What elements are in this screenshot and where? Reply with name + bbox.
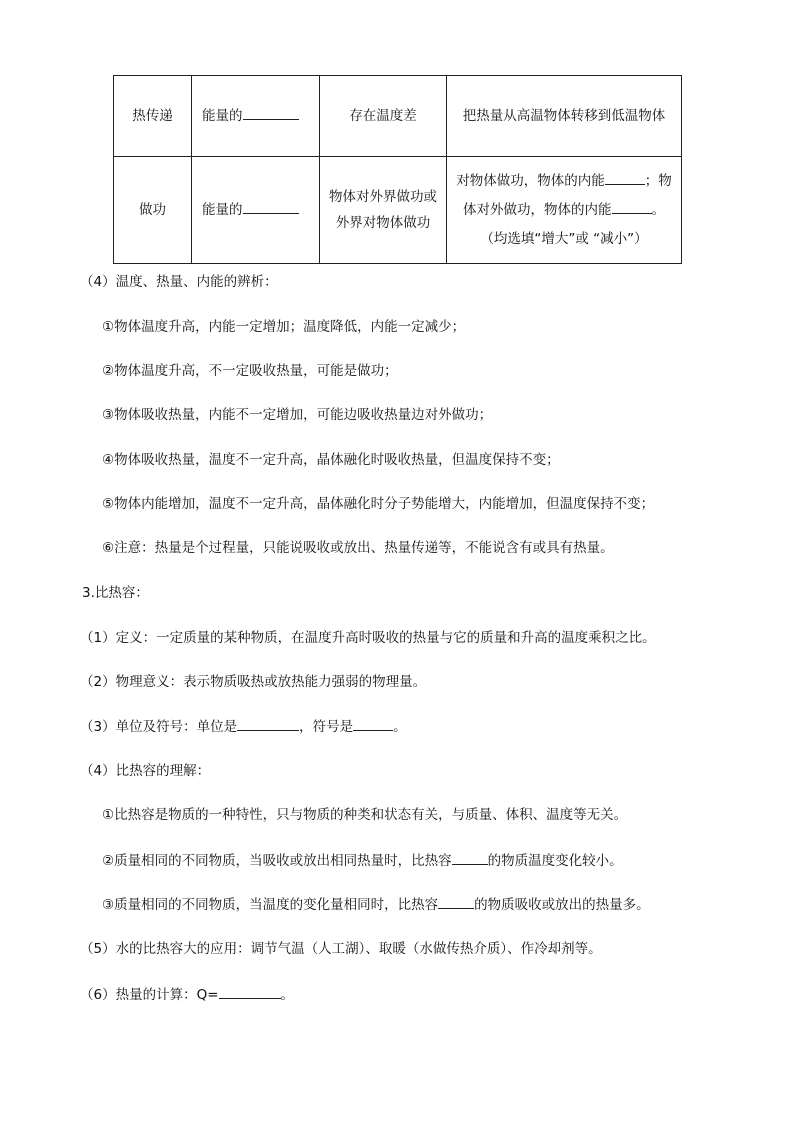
result-line bbox=[451, 167, 677, 196]
section-title: （4）温度、热量、内能的辨析： bbox=[80, 274, 278, 290]
result-text: 。 bbox=[651, 201, 665, 218]
result-cell bbox=[447, 157, 682, 264]
list-item: ③物体吸收热量，内能不一定增加，可能边吸收热量边对外做功； bbox=[102, 407, 493, 423]
section-heading: 3.比热容： bbox=[82, 585, 149, 601]
unit-line bbox=[80, 716, 407, 737]
condition-cell bbox=[320, 157, 447, 264]
section-title: （4）比热容的理解： bbox=[80, 763, 211, 779]
answer-blank bbox=[438, 894, 474, 909]
list-item bbox=[102, 850, 623, 871]
condition-line: 物体对外界做功或 bbox=[329, 189, 437, 205]
unit-text: 。 bbox=[393, 719, 407, 735]
answer-blank bbox=[612, 199, 652, 214]
item-text: ②质量相同的不同物质，当吸收或放出相同热量时，比热容 bbox=[102, 853, 452, 869]
item-text: ③质量相同的不同物质，当温度的变化量相同时，比热容 bbox=[102, 897, 439, 913]
list-item: ④物体吸收热量，温度不一定升高，晶体融化时吸收热量，但温度保持不变； bbox=[102, 452, 560, 468]
essence-text: 能量的 bbox=[202, 202, 243, 218]
method-name-cell: 做功 bbox=[114, 157, 192, 264]
essence-cell bbox=[192, 76, 320, 157]
essence-text: 能量的 bbox=[202, 108, 243, 124]
result-line bbox=[451, 196, 677, 225]
answer-blank bbox=[243, 199, 299, 214]
item-text: 的物质温度变化较小。 bbox=[487, 853, 623, 869]
unit-text: （3）单位及符号：单位是 bbox=[80, 719, 238, 735]
formula-text: （6）热量的计算：Q= bbox=[80, 987, 219, 1003]
list-item bbox=[102, 894, 650, 915]
list-item: ①比热容是物质的一种特性，只与物质的种类和状态有关，与质量、体积、温度等无关。 bbox=[102, 807, 628, 823]
list-item: ②物体温度升高，不一定吸收热量，可能是做功； bbox=[102, 363, 398, 379]
answer-blank bbox=[605, 170, 645, 185]
list-item: ⑥注意：热量是个过程量，只能说吸收或放出、热量传递等，不能说含有或具有热量。 bbox=[102, 540, 614, 556]
definition-line: （1）定义：一定质量的某种物质，在温度升高时吸收的热量与它的质量和升高的温度乘积之比。 bbox=[80, 630, 656, 646]
formula-line bbox=[80, 984, 294, 1005]
condition-cell: 存在温度差 bbox=[320, 76, 447, 157]
meaning-line: （2）物理意义：表示物质吸热或放热能力强弱的物理量。 bbox=[80, 674, 427, 690]
unit-text: ，符号是 bbox=[299, 719, 354, 735]
method-name-cell: 热传递 bbox=[114, 76, 192, 157]
heat-change-methods-table bbox=[113, 75, 682, 264]
result-text: 体对外做功，物体的内能 bbox=[463, 201, 612, 218]
formula-text: 。 bbox=[280, 987, 295, 1003]
answer-blank bbox=[243, 105, 299, 120]
answer-blank bbox=[237, 716, 299, 731]
result-text: 对物体做功，物体的内能 bbox=[456, 172, 605, 189]
essence-cell bbox=[192, 157, 320, 264]
answer-blank bbox=[353, 716, 393, 731]
answer-blank bbox=[452, 850, 488, 865]
list-item: ⑤物体内能增加，温度不一定升高，晶体融化时分子势能增大，内能增加，但温度保持不变； bbox=[102, 496, 655, 512]
item-text: 的物质吸收或放出的热量多。 bbox=[474, 897, 650, 913]
answer-blank bbox=[219, 984, 281, 999]
list-item: ①物体温度升高，内能一定增加；温度降低，内能一定减少； bbox=[102, 319, 466, 335]
result-line: （均选填“增大”或 “减小”） bbox=[480, 230, 648, 247]
table-row bbox=[114, 76, 682, 157]
result-cell: 把热量从高温物体转移到低温物体 bbox=[447, 76, 682, 157]
condition-line: 外界对物体做功 bbox=[335, 215, 431, 231]
application-line: （5）水的比热容大的应用：调节气温（人工湖）、取暖（水做传热介质）、作冷却剂等。 bbox=[80, 941, 602, 957]
table-row bbox=[114, 157, 682, 264]
result-text: ；物 bbox=[644, 172, 672, 189]
